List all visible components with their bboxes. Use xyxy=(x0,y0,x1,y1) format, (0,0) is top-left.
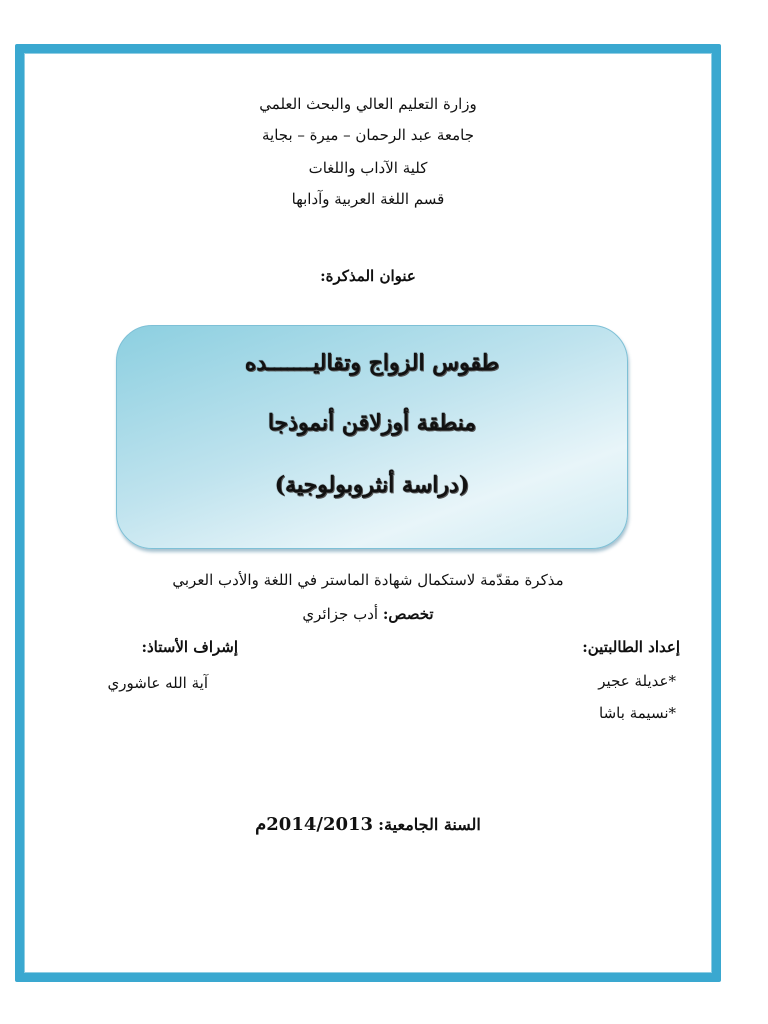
thesis-title-line-3: (دراسة أنثروبولوجية) xyxy=(274,472,470,498)
specialty-label: تخصص: xyxy=(382,605,434,623)
academic-year-value: 2014/2013م xyxy=(255,814,374,835)
department-name: قسم اللغة العربية وآدابها xyxy=(291,190,445,208)
thesis-title-label: عنوان المذكرة: xyxy=(320,267,416,285)
student-name-1: *عديلة عجير xyxy=(598,672,676,690)
ministry-name: وزارة التعليم العالي والبحث العلمي xyxy=(259,95,477,113)
specialty-line xyxy=(24,605,712,623)
thesis-title-box xyxy=(116,325,628,549)
specialty-value: أدب جزائري xyxy=(302,605,379,623)
students-label: إعداد الطالبتين: xyxy=(582,638,680,656)
university-name: جامعة عبد الرحمان – ميرة – بجاية xyxy=(262,126,474,144)
faculty-name: كلية الآداب واللغات xyxy=(308,159,428,177)
supervisor-label: إشراف الأستاذ: xyxy=(141,638,238,656)
supervisor-name: آية الله عاشوري xyxy=(107,674,208,692)
academic-year xyxy=(24,814,712,835)
thesis-description: مذكرة مقدّمة لاستكمال شهادة الماستر في اللغة والأدب العربي xyxy=(172,571,564,589)
academic-year-label: السنة الجامعية: xyxy=(378,815,481,834)
student-name-2: *نسيمة باشا xyxy=(599,704,676,722)
thesis-title-line-2: منطقة أوزلاقن أنموذجا xyxy=(267,410,477,436)
thesis-title-line-1: طقوس الزواج وتقاليـــــــده xyxy=(244,350,500,376)
